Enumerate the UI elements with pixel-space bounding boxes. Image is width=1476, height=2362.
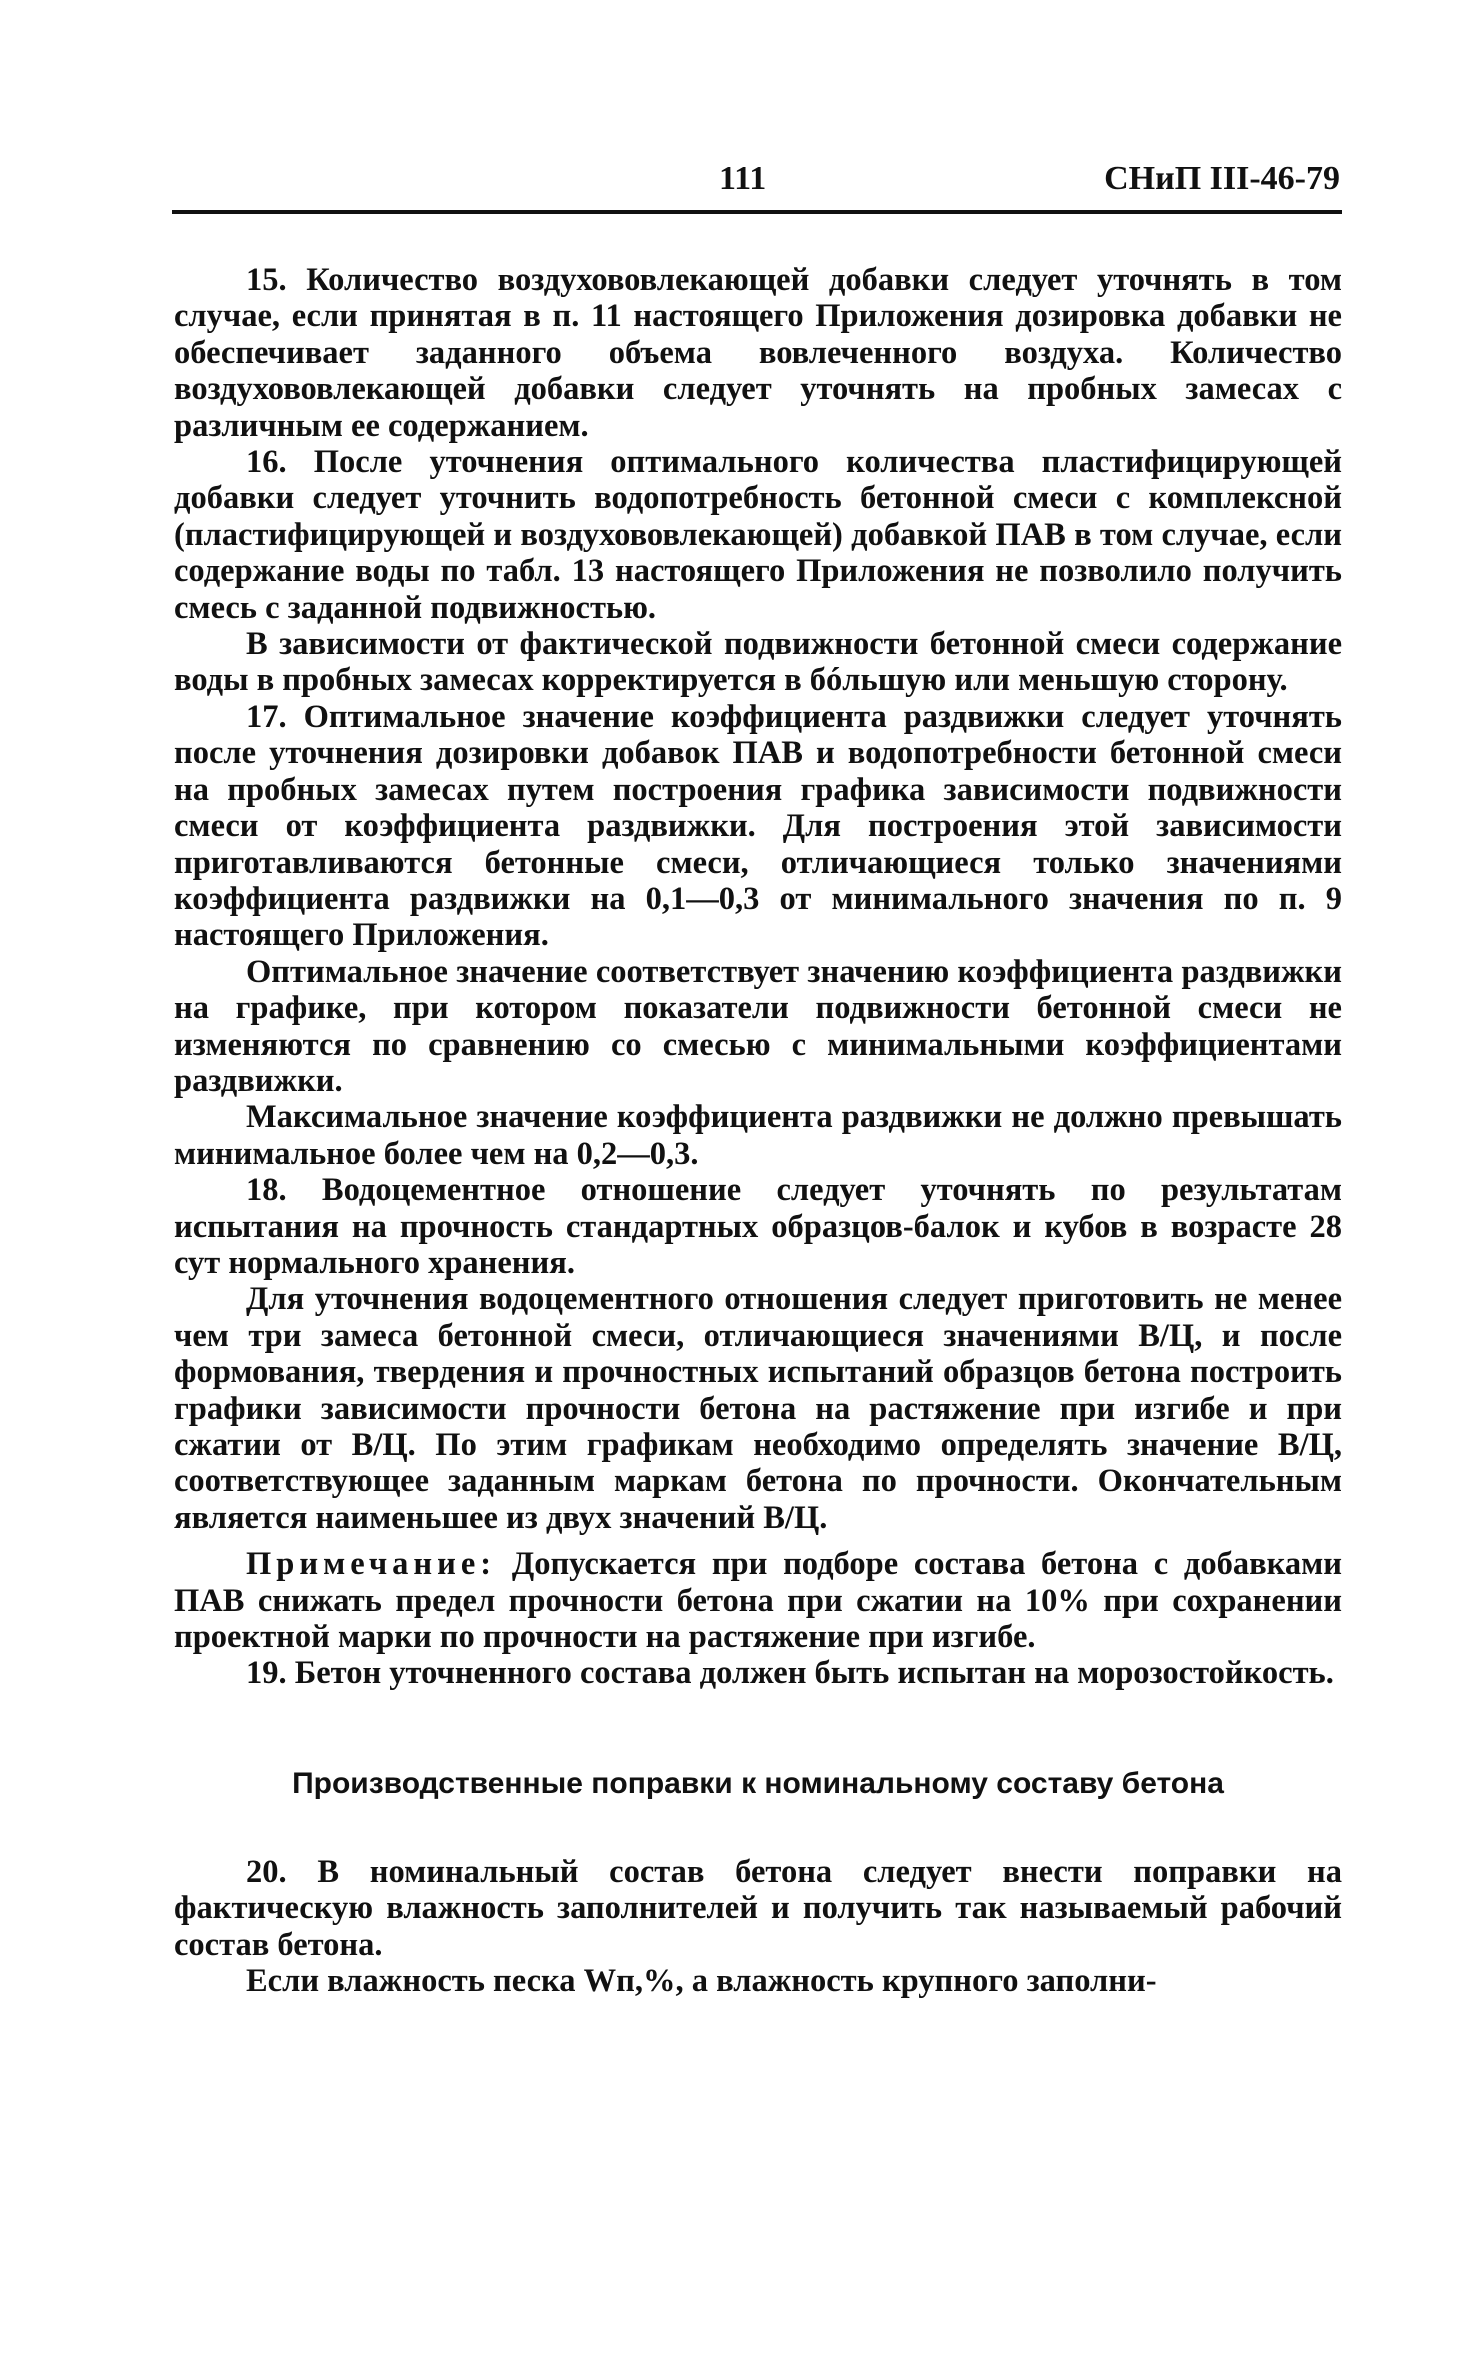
- note-label: Примечание:: [246, 1546, 497, 1583]
- note-text: Допускается при подборе состава бетона с добавками ПАВ снижать предел прочности бетона при сжатии на 10% при сохранении проектной марки по прочности на растяжение при изгибе.: [174, 1546, 1342, 1656]
- note-paragraph: [174, 1546, 1342, 1655]
- paragraph-16: 16. После уточнения оптимального количества пластифицирующей добавки следует уточнить водопотребность бетонной смеси с комплексной (пластифицирующей и воздухововлекающей) добавкой ПАВ в том случае, если содержание воды по табл. 13 настоящего Приложения не позволило получить смесь с заданной подвижностью.: [174, 444, 1342, 626]
- paragraph-17-optimal: Оптимальное значение соответствует значению коэффициента раздвижки на графике, при котором показатели подвижности бетонной смеси не изменяются по сравнению со смесью с минимальными коэффициентами раздвижки.: [174, 953, 1342, 1099]
- paragraph-17-max: Максимальное значение коэффициента раздвижки не должно превышать минимальное более чем на 0,2—0,3.: [174, 1099, 1342, 1172]
- header-rule: [172, 210, 1342, 214]
- paragraph-last: Если влажность песка Wп,%, а влажность крупного заполни-: [246, 1963, 1157, 2000]
- page-body: [174, 262, 1342, 1999]
- paragraph-15: 15. Количество воздухововлекающей добавки следует уточнять в том случае, если принятая в п. 11 настоящего Приложения дозировка добавки не обеспечивает заданного объема вовлеченного воздуха. Количество воздухововлекающей добавки следует уточнять на пробных замесах с различным ее содержанием.: [174, 262, 1342, 444]
- page-number: 111: [719, 160, 767, 197]
- paragraph-18: 18. Водоцементное отношение следует уточнять по результатам испытания на прочность стандартных образцов-балок и кубов в возрасте 28 сут нормального хранения.: [174, 1172, 1342, 1281]
- paragraph-17: 17. Оптимальное значение коэффициента раздвижки следует уточнять после уточнения дозировки добавок ПАВ и водопотребности бетонной смеси на пробных замесах путем построения графика зависимости подвижности смеси от коэффициента раздвижки. Для построения этой зависимости приготавливаются бетонные смеси, отличающиеся только значениями коэффициента раздвижки на 0,1—0,3 от минимального значения по п. 9 настоящего Приложения.: [174, 698, 1342, 954]
- paragraph-20: 20. В номинальный состав бетона следует внести поправки на фактическую влажность заполнителей и получить так называемый рабочий состав бетона.: [174, 1853, 1342, 1963]
- section-heading: Производственные поправки к номинальному составу бетона: [292, 1766, 1224, 1800]
- paragraph-18-continued: Для уточнения водоцементного отношения следует приготовить не менее чем три замеса бетонной смеси, отличающиеся значениями В/Ц, и после формования, твердения и прочностных испытаний образцов бетона построить графики зависимости прочности бетона на растяжение при изгибе и при сжатии от В/Ц. По этим графикам необходимо определять значение В/Ц, соответствующее заданным маркам бетона по прочности. Окончательным является наименьшее из двух значений В/Ц.: [174, 1281, 1342, 1536]
- paragraph-16-continued: В зависимости от фактической подвижности бетонной смеси содержание воды в пробных замесах корректируется в бóльшую или меньшую сторону.: [174, 626, 1342, 699]
- document-code: СНиП III-46-79: [1104, 160, 1340, 197]
- paragraph-19: 19. Бетон уточненного состава должен быть испытан на морозостойкость.: [246, 1655, 1334, 1692]
